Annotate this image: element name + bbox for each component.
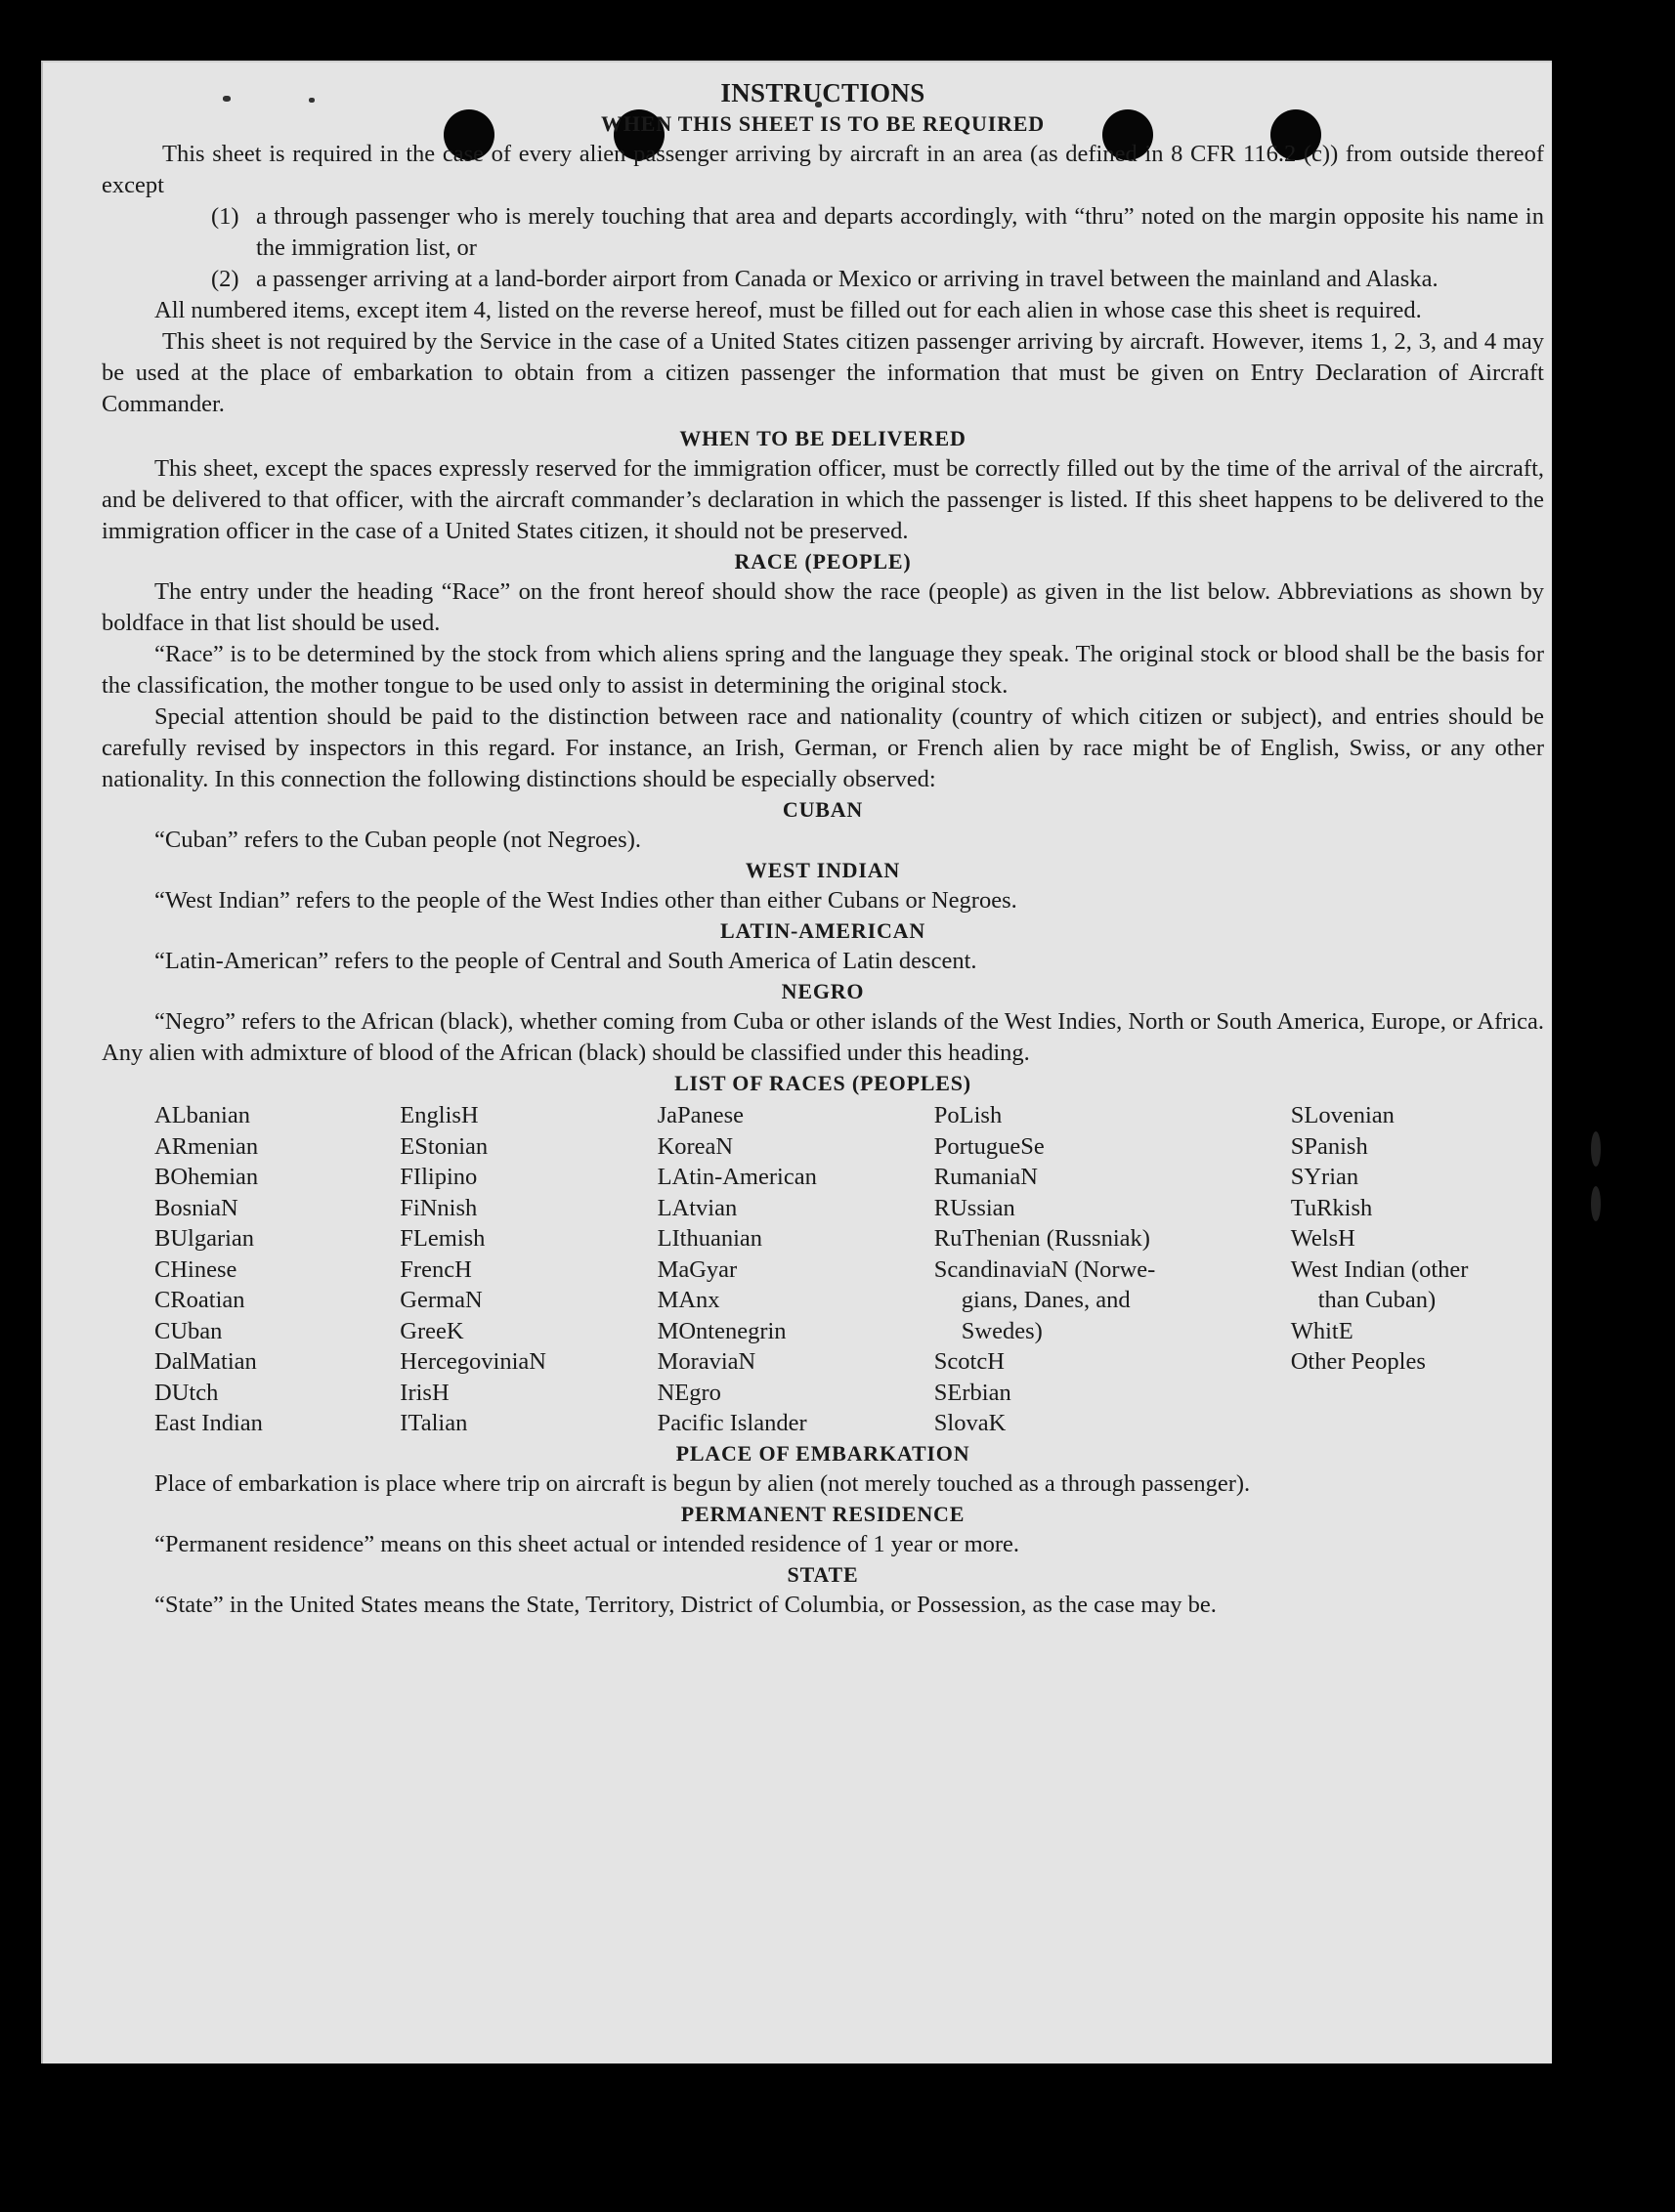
race-entry: West Indian (other — [1290, 1255, 1469, 1283]
race-entry: SErbian — [933, 1379, 1011, 1406]
heading-west-indian: WEST INDIAN — [745, 858, 901, 882]
exception-item — [102, 264, 1544, 295]
race-entry: ALbanian — [154, 1102, 250, 1128]
race-para: “Race” is to be determined by the stock from which aliens spring and the language they speak. The original stock or blood shall be the basis for the classification, the mother tongue to be used only to assist in determining the original stock. — [102, 641, 1544, 699]
race-entry: SlovaK — [933, 1410, 1007, 1436]
race-entry: MAnx — [657, 1287, 720, 1313]
delivered-text: This sheet, except the spaces expressly reserved for the immigration officer, must be correctly filled out by the time of the arrival of the aircraft, and be delivered to that officer, with the aircraft commander’s declaration in which the passenger is listed. If this sheet happens to be delivered to the immigration officer in the case of a United States citizen, it should not be preserved. — [102, 455, 1544, 544]
race-entry: WelsH — [1290, 1225, 1355, 1252]
residence-text: “Permanent residence” means on this sheet actual or intended residence of 1 year or more. — [154, 1530, 1020, 1557]
race-entry: East Indian — [154, 1410, 263, 1436]
race-entry: HercegoviniaN — [400, 1348, 546, 1375]
race-entry: NEgro — [657, 1379, 721, 1406]
heading-cuban: CUBAN — [782, 797, 864, 822]
west-indian-text: “West Indian” refers to the people of the West Indies other than either Cubans or Negroes. — [154, 887, 1017, 914]
race-entry: JaPanese — [657, 1102, 745, 1128]
race-entry: EStonian — [400, 1132, 489, 1160]
required-para: This sheet is not required by the Service in the case of a United States citizen passenger arriving by aircraft. However, items 1, 2, 3, and 4 may be used at the place of embarkation to obtain from a citizen passenger the information that must be given on Entry Declaration of Aircraft Commander. — [102, 328, 1544, 417]
race-entry: PoLish — [933, 1102, 1003, 1128]
heading-when-required: WHEN THIS SHEET IS TO BE REQUIRED — [601, 111, 1045, 136]
race-entry: RUssian — [933, 1194, 1015, 1221]
race-column-3 — [658, 1100, 934, 1439]
race-entry: WhitE — [1290, 1317, 1353, 1344]
race-entry: ITalian — [400, 1410, 468, 1436]
race-list — [102, 1100, 1544, 1439]
required-para: All numbered items, except item 4, listed on the reverse hereof, must be filled out for each alien in whose case this sheet is required. — [154, 297, 1422, 323]
heading-when-delivered: WHEN TO BE DELIVERED — [679, 426, 966, 450]
race-entry: ScandinaviaN (Norwe- — [933, 1255, 1156, 1283]
race-entry: ARmenian — [154, 1132, 259, 1160]
race-entry: SYrian — [1290, 1164, 1359, 1190]
race-column-5 — [1291, 1100, 1544, 1439]
page-title: INSTRUCTIONS — [720, 78, 925, 107]
race-entry: RuThenian (Russniak) — [933, 1225, 1150, 1252]
race-entry: than Cuban) — [1317, 1287, 1437, 1313]
race-entry: Pacific Islander — [657, 1410, 807, 1436]
race-entry: KoreaN — [657, 1132, 734, 1160]
latin-american-text: “Latin-American” refers to the people of Central and South America of Latin descent. — [154, 948, 977, 974]
edge-mark — [1591, 1186, 1601, 1221]
exception-text: a passenger arriving at a land-border airport from Canada or Mexico or arriving in travel between the mainland and Alaska. — [256, 266, 1439, 292]
exception-number: (2) — [211, 266, 239, 292]
race-entry: CRoatian — [154, 1287, 245, 1313]
heading-race: RACE (PEOPLE) — [734, 549, 912, 574]
race-entry: DUtch — [154, 1379, 219, 1406]
heading-state: STATE — [787, 1561, 859, 1587]
heading-list-of-races: LIST OF RACES (PEOPLES) — [674, 1071, 971, 1095]
race-entry: MaGyar — [657, 1255, 738, 1283]
race-para: The entry under the heading “Race” on the front hereof should show the race (people) as given in the list below. Abbreviations as shown by boldface in that list should be used. — [102, 578, 1544, 636]
race-entry: MOntenegrin — [657, 1317, 787, 1344]
embarkation-text: Place of embarkation is place where trip on aircraft is begun by alien (not merely touched as a through passenger). — [154, 1469, 1251, 1497]
race-entry: FLemish — [400, 1225, 486, 1252]
race-para: Special attention should be paid to the distinction between race and nationality (country of which citizen or subject), and entries should be carefully revised by inspectors in this regard. For instance, an Irish, German, or French alien by race might be of English, Swiss, or any other nationality. In this connection the following distinctions should be especially observed: — [102, 703, 1544, 792]
race-entry: FrencH — [400, 1255, 472, 1283]
race-entry: CUban — [154, 1317, 223, 1344]
instructions-content — [102, 76, 1544, 1621]
state-text: “State” in the United States means the State, Territory, District of Columbia, or Possession, as the case may be. — [154, 1591, 1217, 1618]
heading-negro: NEGRO — [781, 979, 865, 1003]
race-entry: Other Peoples — [1290, 1348, 1426, 1375]
race-entry: BosniaN — [154, 1194, 238, 1221]
race-entry: DalMatian — [154, 1348, 257, 1375]
race-entry: TuRkish — [1290, 1194, 1373, 1221]
cuban-text: “Cuban” refers to the Cuban people (not Negroes). — [154, 827, 641, 853]
race-entry: SLovenian — [1290, 1102, 1395, 1128]
race-entry: CHinese — [154, 1255, 237, 1283]
race-entry: BOhemian — [154, 1164, 259, 1190]
race-entry: GreeK — [400, 1317, 464, 1344]
race-entry: PortugueSe — [933, 1132, 1045, 1160]
race-entry: FIlipino — [400, 1164, 478, 1190]
race-entry: GermaN — [400, 1287, 483, 1313]
race-entry: IrisH — [400, 1379, 450, 1406]
race-entry: FiNnish — [400, 1194, 478, 1221]
negro-text: “Negro” refers to the African (black), whether coming from Cuba or other islands of the West Indies, North or South America, Europe, or Africa. Any alien with admixture of blood of the African (black) should be classified under this heading. — [102, 1008, 1544, 1066]
race-column-2 — [400, 1100, 657, 1439]
race-entry: SPanish — [1290, 1132, 1368, 1160]
race-entry: RumaniaN — [933, 1164, 1038, 1190]
edge-mark — [1591, 1131, 1601, 1167]
required-intro: This sheet is required in the case of every alien passenger arriving by aircraft in an area (as defined in 8 CFR 116.2 (c)) from outside thereof except — [102, 141, 1544, 198]
heading-latin-american: LATIN-AMERICAN — [719, 918, 926, 943]
heading-permanent-residence: PERMANENT RESIDENCE — [680, 1501, 966, 1526]
race-entry: LAtin-American — [657, 1164, 817, 1190]
exception-item — [102, 201, 1544, 264]
race-entry: LAtvian — [657, 1194, 738, 1221]
heading-place-of-embarkation: PLACE OF EMBARKATION — [675, 1440, 970, 1466]
race-entry: gians, Danes, and — [961, 1287, 1131, 1313]
race-column-1 — [154, 1100, 400, 1439]
race-entry: BUlgarian — [154, 1225, 255, 1252]
race-entry: MoraviaN — [657, 1348, 756, 1375]
race-entry: Swedes) — [961, 1317, 1043, 1344]
exception-text: a through passenger who is merely touching that area and departs accordingly, with “thru” noted on the margin opposite his name in the immigration list, or — [256, 203, 1544, 261]
exception-number: (1) — [211, 203, 239, 230]
race-column-4 — [934, 1100, 1291, 1439]
race-entry: LIthuanian — [657, 1225, 763, 1252]
race-entry: EnglisH — [400, 1102, 479, 1128]
race-entry: ScotcH — [933, 1348, 1005, 1375]
